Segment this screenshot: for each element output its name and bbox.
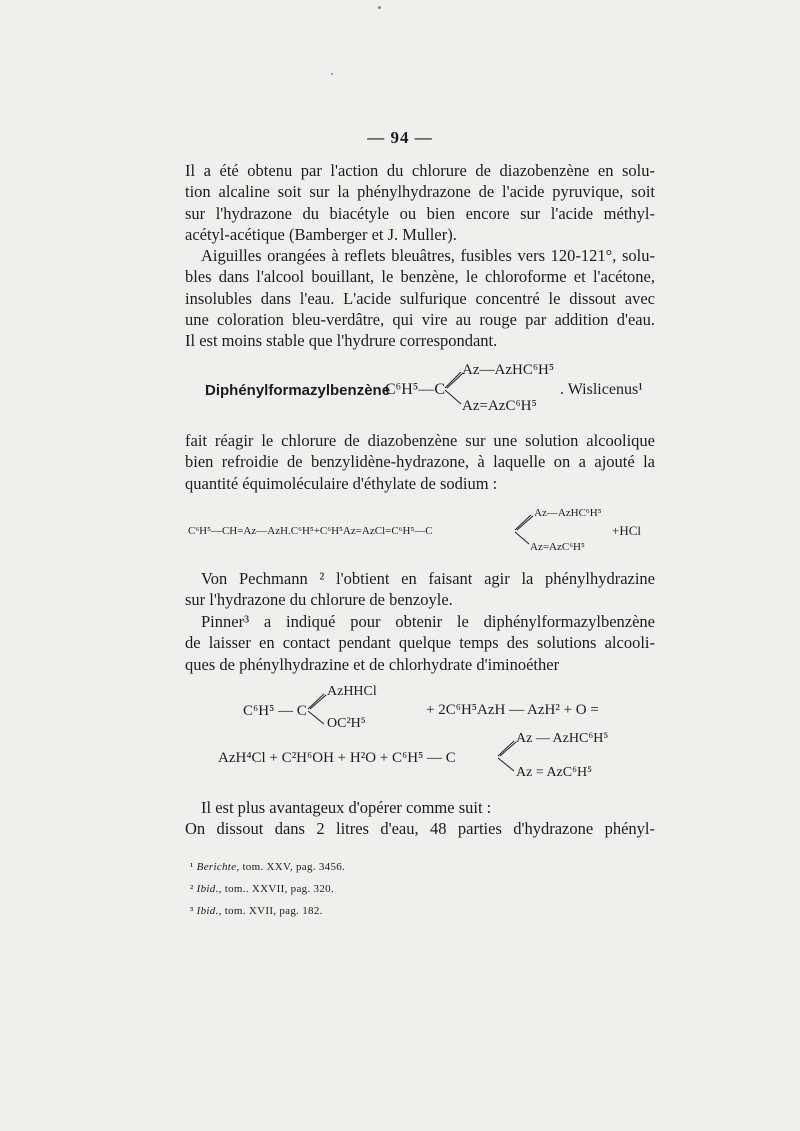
text-line: Aiguilles orangées à reflets bleuâtres, fusibles vers 120-121°, solu- xyxy=(201,246,655,265)
footnote xyxy=(190,905,323,917)
compound-title: Diphénylformazylbenzène xyxy=(205,382,391,399)
paragraph-1 xyxy=(185,160,655,245)
footnote xyxy=(190,883,334,895)
footnote-text: tom.. XXVII, pag. 320. xyxy=(221,883,335,895)
text-line: de laisser en contact pendant quelque temps des solutions alcooli- xyxy=(185,633,655,653)
text-line: insolubles dans l'eau. L'acide sulfurique concentré le dissout avec xyxy=(185,288,655,308)
text-line: Il est moins stable que l'hydrure correspondant. xyxy=(185,331,498,351)
footnote-ref: Berichte, xyxy=(196,861,240,873)
text-line: On dissout dans 2 litres d'eau, 48 parties d'hydrazone phényl- xyxy=(185,819,655,839)
text-line: une coloration bleu-verdâtre, qui vire au rouge par addition d'eau. xyxy=(185,309,655,329)
equation-left: C⁶H⁵—CH=Az—AzH.C⁶H⁵+C⁶H⁵Az=AzCl=C⁶H⁵—C xyxy=(188,525,433,537)
paragraph-2 xyxy=(185,245,655,351)
formula-bottom: Az=AzC⁶H⁵ xyxy=(462,398,537,414)
formula-left: C⁶H⁵—C xyxy=(385,381,446,398)
paragraph-4 xyxy=(185,568,655,611)
text-line: quantité équimoléculaire d'éthylate de sodium : xyxy=(185,473,498,493)
text-line: sur l'hydrazone du chlorure de benzoyle. xyxy=(185,590,453,610)
equation-left: AzH⁴Cl + C²H⁶OH + H²O + C⁶H⁵ — C xyxy=(218,750,456,766)
bond-lines xyxy=(513,512,535,548)
equation-top: Az—AzHC⁶H⁵ xyxy=(534,507,602,519)
footnote-ref: Ibid., xyxy=(196,883,222,895)
page-number: — 94 — xyxy=(367,128,433,147)
equation-right: + 2C⁶H⁵AzH — AzH² + O = xyxy=(426,702,599,718)
equation-top: Az — AzHC⁶H⁵ xyxy=(516,731,609,746)
footnote-ref: Ibid., xyxy=(196,905,222,917)
text-line: bles dans l'alcool bouillant, le benzène, le chloroforme et l'acétone, xyxy=(185,267,655,287)
footnote-text: tom. XVII, pag. 182. xyxy=(221,905,323,917)
text-line: acétyl-acétique (Bamberger et J. Muller). xyxy=(185,224,457,244)
text-line: Von Pechmann ² l'obtient en faisant agir la phénylhydrazine xyxy=(201,569,655,588)
equation-bottom: Az = AzC⁶H⁵ xyxy=(516,765,592,780)
text-line: bien refroidie de benzylidène-hydrazone, à laquelle on a ajouté la xyxy=(185,452,655,472)
footnote-mark: ² xyxy=(190,883,194,895)
equation-left: C⁶H⁵ — C xyxy=(243,703,307,719)
text-line: ques de phénylhydrazine et de chlorhydrate d'iminoéther xyxy=(185,654,560,674)
text-line: tion alcaline soit sur la phénylhydrazone de l'acide pyruvique, soit xyxy=(185,182,655,202)
paragraph-6 xyxy=(185,797,655,840)
speck xyxy=(378,6,381,9)
equation-right: +HCl xyxy=(612,523,642,538)
text-line: Il a été obtenu par l'action du chlorure de diazobenzène en solu- xyxy=(185,161,655,180)
formula-top: Az—AzHC⁶H⁵ xyxy=(462,362,555,378)
text-line: Pinner³ a indiqué pour obtenir le diphénylformazylbenzène xyxy=(201,612,655,631)
speck xyxy=(331,73,333,75)
paragraph-3 xyxy=(185,430,655,494)
equation-bottom: Az=AzC⁶H⁵ xyxy=(530,541,585,553)
text-line: fait réagir le chlorure de diazobenzène sur une solution alcoolique xyxy=(185,431,655,450)
bond-lines xyxy=(496,737,518,775)
bond-lines xyxy=(306,690,328,728)
author-name: . Wislicenus¹ xyxy=(560,381,643,398)
bond-lines xyxy=(443,368,465,408)
footnote xyxy=(190,861,345,873)
text-line: Il est plus avantageux d'opérer comme suit : xyxy=(201,798,492,817)
footnote-mark: ¹ xyxy=(190,861,194,873)
footnote-text: tom. XXV, pag. 3456. xyxy=(239,861,346,873)
equation-bottom: OC²H⁵ xyxy=(327,716,366,731)
paragraph-5 xyxy=(185,611,655,675)
equation-top: AzHHCl xyxy=(327,684,377,699)
text-line: sur l'hydrazone du biacétyle ou bien encore sur l'acide méthyl- xyxy=(185,203,655,223)
footnote-mark: ³ xyxy=(190,905,194,917)
